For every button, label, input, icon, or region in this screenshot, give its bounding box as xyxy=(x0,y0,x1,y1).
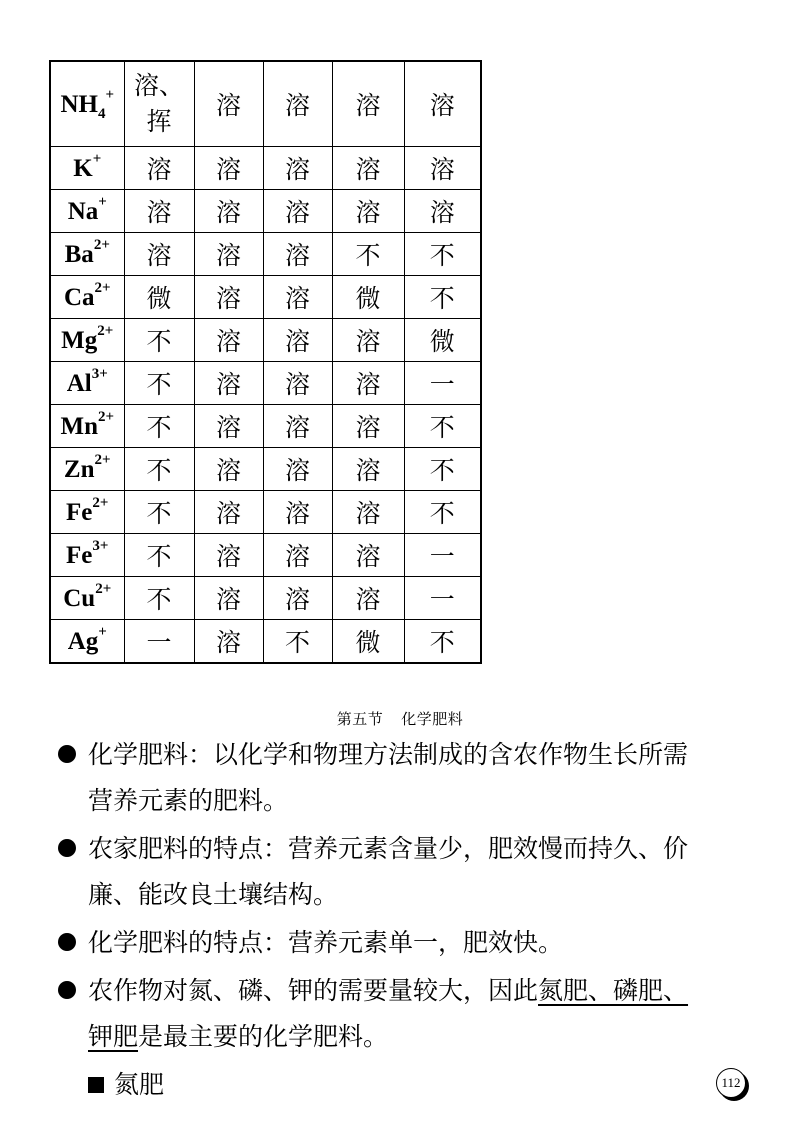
ion-symbol xyxy=(63,452,111,483)
ion-base: Cu xyxy=(63,585,96,612)
ion-cell xyxy=(50,362,124,405)
section-number: 第五节 xyxy=(336,710,384,728)
ion-base: Ca xyxy=(63,284,95,311)
bullet-item xyxy=(58,920,758,966)
ion-subscript: 4 xyxy=(97,106,106,122)
ion-symbol xyxy=(67,194,107,225)
solubility-cell xyxy=(404,190,481,233)
solubility-value: 不 xyxy=(146,413,172,442)
solubility-cell xyxy=(194,448,263,491)
solubility-cell xyxy=(263,319,332,362)
solubility-value: 溶 xyxy=(146,155,172,184)
table-row xyxy=(50,147,481,190)
solubility-value: 溶 xyxy=(284,327,310,356)
solubility-cell xyxy=(263,362,332,405)
bullet-dot-icon xyxy=(58,933,76,951)
solubility-value: 溶 xyxy=(284,542,310,571)
ion-charge: 3+ xyxy=(92,538,109,554)
solubility-value xyxy=(134,68,184,140)
section-title xyxy=(0,708,800,729)
solubility-value: 溶 xyxy=(355,456,381,485)
solubility-cell xyxy=(404,362,481,405)
bullet-line xyxy=(88,968,758,1014)
solubility-cell xyxy=(194,491,263,534)
solubility-value: 一 xyxy=(429,585,455,614)
solubility-value: 溶 xyxy=(215,499,241,528)
solubility-cell xyxy=(194,577,263,620)
solubility-value: 不 xyxy=(429,284,455,313)
solubility-cell xyxy=(124,577,194,620)
solubility-cell xyxy=(404,448,481,491)
table-row xyxy=(50,405,481,448)
ion-symbol xyxy=(66,538,109,569)
solubility-cell xyxy=(332,448,404,491)
solubility-cell xyxy=(332,147,404,190)
ion-symbol xyxy=(64,237,110,268)
table-row xyxy=(50,620,481,664)
solubility-cell xyxy=(124,491,194,534)
solubility-value: 溶 xyxy=(146,198,172,227)
ion-charge: 2+ xyxy=(95,581,112,597)
ion-base: Na xyxy=(67,198,99,225)
solubility-cell xyxy=(263,448,332,491)
solubility-cell xyxy=(194,620,263,664)
solubility-value: 溶 xyxy=(215,91,241,120)
solubility-cell xyxy=(332,534,404,577)
solubility-cell xyxy=(332,577,404,620)
table-row xyxy=(50,190,481,233)
ion-cell xyxy=(50,491,124,534)
ion-cell xyxy=(50,577,124,620)
solubility-cell xyxy=(194,362,263,405)
ion-cell xyxy=(50,448,124,491)
solubility-value: 溶 xyxy=(284,456,310,485)
solubility-cell xyxy=(124,620,194,664)
ion-charge: 2+ xyxy=(97,323,114,339)
ion-base: NH xyxy=(60,91,98,118)
solubility-value: 溶 xyxy=(429,198,455,227)
solubility-cell xyxy=(404,147,481,190)
ion-symbol xyxy=(61,323,114,354)
bullet-dot-icon xyxy=(58,745,76,763)
solubility-value: 不 xyxy=(429,241,455,270)
solubility-cell xyxy=(332,620,404,664)
solubility-cell xyxy=(332,190,404,233)
solubility-value: 溶 xyxy=(355,499,381,528)
solubility-cell xyxy=(124,534,194,577)
table-row xyxy=(50,276,481,319)
solubility-value: 溶 xyxy=(284,284,310,313)
table-row xyxy=(50,534,481,577)
solubility-cell xyxy=(194,233,263,276)
solubility-value: 不 xyxy=(146,456,172,485)
ion-symbol xyxy=(66,366,108,397)
solubility-cell xyxy=(404,276,481,319)
bullet-line: 化学肥料：以化学和物理方法制成的含农作物生长所需 xyxy=(88,740,689,769)
solubility-value: 溶 xyxy=(355,542,381,571)
solubility-cell xyxy=(124,190,194,233)
solubility-cell xyxy=(194,190,263,233)
solubility-cell xyxy=(404,319,481,362)
solubility-table xyxy=(49,60,482,664)
solubility-value: 溶 xyxy=(215,370,241,399)
solubility-value: 溶 xyxy=(429,91,455,120)
ion-cell xyxy=(50,190,124,233)
table-row xyxy=(50,362,481,405)
ion-cell xyxy=(50,319,124,362)
ion-symbol xyxy=(66,495,109,526)
solubility-cell xyxy=(332,362,404,405)
ion-charge: + xyxy=(92,151,102,167)
solubility-cell xyxy=(263,61,332,147)
solubility-value: 溶 xyxy=(215,628,241,657)
solubility-value: 溶 xyxy=(284,155,310,184)
ion-charge: 2+ xyxy=(94,280,111,296)
solubility-cell xyxy=(263,405,332,448)
bullet-text: 农作物对氮、磷、钾的需要量较大，因此 xyxy=(88,976,539,1005)
solubility-cell xyxy=(332,276,404,319)
solubility-value: 溶 xyxy=(429,155,455,184)
ion-base: Al xyxy=(66,370,92,397)
solubility-cell xyxy=(404,491,481,534)
solubility-value: 溶 xyxy=(215,284,241,313)
square-bullet-icon xyxy=(88,1077,104,1093)
bullet-item xyxy=(58,732,758,824)
solubility-cell xyxy=(194,405,263,448)
ion-charge: + xyxy=(98,194,107,210)
ion-cell xyxy=(50,61,124,147)
solubility-value: 一 xyxy=(429,370,455,399)
solubility-value: 不 xyxy=(284,628,310,657)
solubility-value: 一 xyxy=(429,542,455,571)
ion-symbol xyxy=(63,581,112,612)
solubility-value: 不 xyxy=(146,370,172,399)
solubility-value: 不 xyxy=(146,542,172,571)
solubility-cell xyxy=(263,276,332,319)
solubility-cell xyxy=(124,61,194,147)
bullet-line: 农家肥料的特点：营养元素含量少，肥效慢而持久、价 xyxy=(88,834,689,863)
bullet-dot-icon xyxy=(58,839,76,857)
ion-charge: 3+ xyxy=(91,366,108,382)
table-row xyxy=(50,319,481,362)
solubility-value: 溶 xyxy=(284,413,310,442)
solubility-cell xyxy=(194,319,263,362)
solubility-value: 溶 xyxy=(215,585,241,614)
solubility-value: 溶 xyxy=(355,585,381,614)
ion-symbol xyxy=(67,624,107,655)
ion-cell xyxy=(50,276,124,319)
solubility-cell xyxy=(263,620,332,664)
page-number: 112 xyxy=(716,1068,746,1098)
bullet-line: 化学肥料的特点：营养元素单一，肥效快。 xyxy=(88,928,564,957)
solubility-cell xyxy=(194,534,263,577)
bullet-line xyxy=(88,1014,758,1060)
solubility-cell xyxy=(263,577,332,620)
ion-base: Mn xyxy=(60,413,98,440)
solubility-cell xyxy=(332,491,404,534)
solubility-cell xyxy=(263,233,332,276)
ion-base: Ba xyxy=(64,241,94,268)
solubility-value: 溶 xyxy=(355,155,381,184)
solubility-cell xyxy=(263,147,332,190)
solubility-value: 不 xyxy=(429,628,455,657)
table-row xyxy=(50,491,481,534)
ion-base: K xyxy=(73,155,93,182)
solubility-cell xyxy=(194,147,263,190)
underlined-text: 钾肥 xyxy=(88,1022,139,1051)
solubility-value: 溶 xyxy=(284,91,310,120)
bullet-line: 廉、能改良土壤结构。 xyxy=(88,880,339,909)
solubility-cell xyxy=(332,61,404,147)
ion-charge: + xyxy=(98,624,107,640)
solubility-value: 微 xyxy=(355,628,381,657)
table-row xyxy=(50,577,481,620)
solubility-cell xyxy=(124,448,194,491)
solubility-cell xyxy=(124,362,194,405)
subheading xyxy=(58,1062,758,1108)
ion-charge: 2+ xyxy=(93,237,110,253)
ion-cell xyxy=(50,233,124,276)
ion-cell xyxy=(50,405,124,448)
solubility-value: 溶 xyxy=(284,370,310,399)
bullet-list xyxy=(58,732,758,1108)
table-row xyxy=(50,448,481,491)
bullet-dot-icon xyxy=(58,981,76,999)
solubility-line: 溶、 xyxy=(133,71,184,100)
solubility-value: 溶 xyxy=(215,155,241,184)
ion-cell xyxy=(50,620,124,664)
ion-cell xyxy=(50,147,124,190)
solubility-cell xyxy=(124,233,194,276)
solubility-cell xyxy=(404,233,481,276)
bullet-text: 是最主要的化学肥料。 xyxy=(138,1022,389,1051)
solubility-value: 溶 xyxy=(284,241,310,270)
solubility-cell xyxy=(263,534,332,577)
solubility-value: 溶 xyxy=(284,499,310,528)
solubility-value: 不 xyxy=(146,327,172,356)
solubility-cell xyxy=(404,620,481,664)
solubility-cell xyxy=(404,405,481,448)
solubility-cell xyxy=(404,534,481,577)
ion-symbol xyxy=(73,151,102,182)
solubility-cell xyxy=(194,61,263,147)
solubility-cell xyxy=(332,233,404,276)
ion-charge: + xyxy=(105,87,115,103)
solubility-value: 溶 xyxy=(215,327,241,356)
solubility-line: 挥 xyxy=(146,107,172,136)
ion-cell xyxy=(50,534,124,577)
solubility-value: 溶 xyxy=(355,370,381,399)
solubility-cell xyxy=(404,577,481,620)
bullet-item xyxy=(58,826,758,918)
ion-base: Ag xyxy=(67,628,99,655)
ion-symbol xyxy=(60,87,115,122)
bullet-item xyxy=(58,968,758,1060)
ion-charge: 2+ xyxy=(92,495,109,511)
solubility-value: 不 xyxy=(429,413,455,442)
solubility-value: 不 xyxy=(355,241,381,270)
solubility-cell xyxy=(332,405,404,448)
ion-base: Zn xyxy=(63,456,95,483)
underlined-text: 氮肥、磷肥、 xyxy=(538,976,689,1005)
solubility-value: 溶 xyxy=(355,327,381,356)
solubility-cell xyxy=(124,276,194,319)
solubility-cell xyxy=(124,147,194,190)
ion-base: Mg xyxy=(61,327,98,354)
solubility-value: 一 xyxy=(146,628,172,657)
solubility-cell xyxy=(263,491,332,534)
solubility-value: 不 xyxy=(146,499,172,528)
solubility-value: 溶 xyxy=(146,241,172,270)
ion-symbol xyxy=(63,280,111,311)
solubility-value: 溶 xyxy=(215,241,241,270)
bullet-line: 营养元素的肥料。 xyxy=(88,786,289,815)
solubility-value: 溶 xyxy=(215,413,241,442)
solubility-value: 溶 xyxy=(355,198,381,227)
solubility-cell xyxy=(194,276,263,319)
solubility-value: 微 xyxy=(146,284,172,313)
ion-charge: 2+ xyxy=(97,409,115,425)
subheading-text: 氮肥 xyxy=(114,1070,165,1099)
ion-symbol xyxy=(60,409,115,440)
solubility-value: 微 xyxy=(355,284,381,313)
solubility-value: 溶 xyxy=(355,413,381,442)
solubility-cell xyxy=(124,319,194,362)
solubility-cell xyxy=(332,319,404,362)
solubility-value: 溶 xyxy=(215,542,241,571)
solubility-value: 不 xyxy=(429,456,455,485)
ion-base: Fe xyxy=(66,542,93,569)
table-row xyxy=(50,61,481,147)
solubility-value: 溶 xyxy=(215,456,241,485)
section-name: 化学肥料 xyxy=(401,710,464,728)
ion-base: Fe xyxy=(66,499,93,526)
table-row xyxy=(50,233,481,276)
solubility-value: 不 xyxy=(146,585,172,614)
solubility-value: 溶 xyxy=(355,91,381,120)
solubility-cell xyxy=(124,405,194,448)
ion-charge: 2+ xyxy=(94,452,111,468)
solubility-value: 溶 xyxy=(284,198,310,227)
solubility-value: 不 xyxy=(429,499,455,528)
solubility-value: 溶 xyxy=(284,585,310,614)
solubility-value: 微 xyxy=(429,327,455,356)
solubility-value: 溶 xyxy=(215,198,241,227)
solubility-cell xyxy=(263,190,332,233)
solubility-cell xyxy=(404,61,481,147)
